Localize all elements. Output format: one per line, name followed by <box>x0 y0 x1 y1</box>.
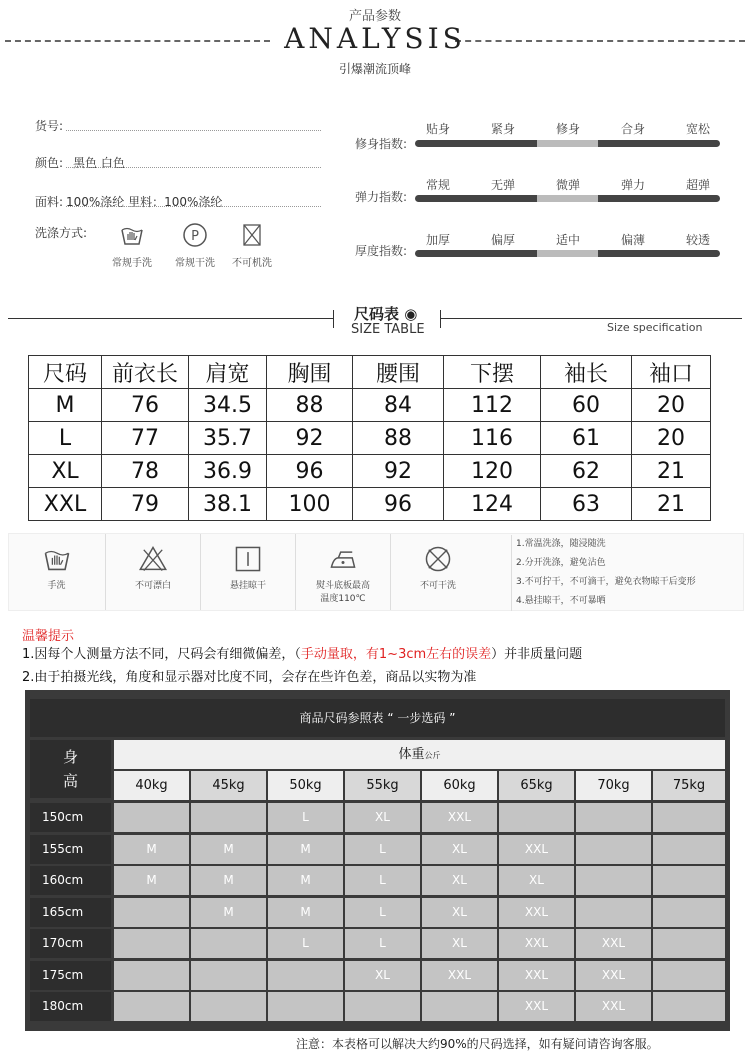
tips-line-1-red: 手动量取，有1~3cm左右的误差 <box>300 647 492 662</box>
elastic-option: 超弹 <box>685 178 710 192</box>
recommend-cell: L <box>345 866 420 895</box>
recommend-cell: XL <box>345 961 420 990</box>
recommend-cell: M <box>268 866 343 895</box>
no-bleach-icon <box>138 544 168 574</box>
recommend-cell <box>499 803 574 832</box>
size-header-cell: 腰围 <box>353 356 444 389</box>
height-row-label: 170cm <box>30 929 111 958</box>
recommend-cell: XXL <box>499 961 574 990</box>
care-strip <box>8 533 744 611</box>
care-strip-no-bleach <box>105 534 200 610</box>
size-cell: 78 <box>102 455 189 488</box>
height-row-label: 155cm <box>30 835 111 864</box>
size-table-row <box>29 455 711 488</box>
header-title-en: ANALYSIS <box>284 22 466 55</box>
color-line <box>66 167 321 168</box>
weight-header-cell: 40kg <box>114 771 189 800</box>
recommend-cell <box>653 898 725 927</box>
thickness-index-bar <box>415 250 720 257</box>
size-table-title-text: 尺码表 <box>354 305 400 323</box>
recommend-cell: L <box>345 835 420 864</box>
size-table <box>28 355 711 521</box>
recommend-cell: XL <box>422 866 497 895</box>
size-cell: 35.7 <box>189 422 267 455</box>
recommend-footnote: 注意：本表格可以解决大约90%的尺码选择，如有疑问请咨询客服。 <box>296 1037 659 1051</box>
svg-text:P: P <box>191 229 199 244</box>
size-cell: 79 <box>102 488 189 521</box>
height-row-label: 175cm <box>30 961 111 990</box>
hand-wash-icon <box>42 544 72 574</box>
recommend-cell: XL <box>499 866 574 895</box>
weight-header-label: 体重 <box>398 747 425 762</box>
recommend-cell <box>114 992 189 1021</box>
fit-option: 宽松 <box>685 122 710 136</box>
iron-icon <box>328 544 358 574</box>
size-cell: 60 <box>541 389 632 422</box>
dry-clean-icon <box>182 222 208 248</box>
recommend-cell: M <box>114 866 189 895</box>
size-cell: 96 <box>353 488 444 521</box>
size-cell: L <box>29 422 102 455</box>
fabric-line <box>66 206 321 207</box>
elastic-index-title: 弹力指数: <box>355 190 408 204</box>
recommend-cell <box>268 961 343 990</box>
recommend-cell <box>114 929 189 958</box>
size-cell: 88 <box>267 389 353 422</box>
elastic-option-selected: 微弹 <box>555 178 580 192</box>
recommend-cell: L <box>345 898 420 927</box>
recommend-cell: XXL <box>422 961 497 990</box>
recommend-cell: L <box>268 803 343 832</box>
tips-line-2: 2.由于拍摄光线，角度和显示器对比度不同，会存在些许色差，商品以实物为准 <box>22 670 477 685</box>
recommend-cell: XL <box>422 898 497 927</box>
recommend-cell <box>653 866 725 895</box>
size-cell: 21 <box>632 455 711 488</box>
size-divider-left <box>8 318 333 319</box>
size-table-row <box>29 389 711 422</box>
recommend-cell: M <box>191 835 266 864</box>
fit-option-selected: 修身 <box>555 122 580 136</box>
recommend-cell <box>114 961 189 990</box>
fit-index-bar <box>415 140 720 147</box>
care-strip-hand-wash <box>9 534 104 610</box>
header-subtitle: 引爆潮流顶峰 <box>338 62 411 76</box>
tips-line-1 <box>22 643 582 662</box>
care-dry-clean-label: 常规干洗 <box>175 258 215 269</box>
item-no-line <box>66 130 321 131</box>
bullet-icon: ◉ <box>399 305 418 323</box>
recommend-cell: XXL <box>499 835 574 864</box>
care-dry-clean <box>165 222 225 269</box>
recommend-cell: XL <box>422 835 497 864</box>
recommend-cell: M <box>191 866 266 895</box>
header-title-cn: 产品参数 <box>348 9 401 24</box>
size-header-cell: 尺码 <box>29 356 102 389</box>
recommend-cell <box>653 961 725 990</box>
tips-line-1-a: 1.因每个人测量方法不同，尺码会有细微偏差，（ <box>22 647 301 662</box>
recommend-cell: XL <box>345 803 420 832</box>
recommend-cell <box>345 992 420 1021</box>
weight-header-cell: 55kg <box>345 771 420 800</box>
weight-header-unit: 公斤 <box>424 751 441 760</box>
recommend-cell <box>114 898 189 927</box>
height-row-label: 165cm <box>30 898 111 927</box>
color-label: 颜色: <box>35 156 64 170</box>
size-divider-tick-right <box>440 310 441 328</box>
size-table-row <box>29 422 711 455</box>
size-cell: 100 <box>267 488 353 521</box>
size-cell: 20 <box>632 389 711 422</box>
recommend-cell <box>576 866 651 895</box>
recommend-cell: XXL <box>576 961 651 990</box>
height-row-label: 150cm <box>30 803 111 832</box>
recommend-cell: M <box>191 898 266 927</box>
tips-title: 温馨提示 <box>22 629 75 644</box>
size-spec-label: Size specification <box>607 321 703 334</box>
care-no-machine-wash-label: 不可机洗 <box>232 258 272 269</box>
fit-option: 紧身 <box>490 122 515 136</box>
thickness-option-selected: 适中 <box>555 233 580 247</box>
size-cell: 36.9 <box>189 455 267 488</box>
size-header-cell: 胸围 <box>267 356 353 389</box>
size-cell: 38.1 <box>189 488 267 521</box>
size-cell: 76 <box>102 389 189 422</box>
recommend-cell <box>191 961 266 990</box>
care-strip-hang-dry <box>200 534 295 610</box>
recommend-cell <box>653 992 725 1021</box>
weight-header <box>114 740 725 769</box>
recommend-cell: XXL <box>499 992 574 1021</box>
care-hand-wash-label: 常规手洗 <box>112 258 152 269</box>
size-cell: 61 <box>541 422 632 455</box>
weight-header-cell: 70kg <box>576 771 651 800</box>
size-cell: 62 <box>541 455 632 488</box>
size-cell: 34.5 <box>189 389 267 422</box>
recommend-cell: L <box>268 929 343 958</box>
elastic-index-options <box>408 176 728 193</box>
color-value: 黑色 白色 <box>73 156 125 170</box>
size-cell: 21 <box>632 488 711 521</box>
recommend-cell: M <box>114 835 189 864</box>
size-table-title <box>354 303 417 324</box>
recommend-cell <box>191 803 266 832</box>
size-cell: 88 <box>353 422 444 455</box>
elastic-option: 无弹 <box>490 178 515 192</box>
size-cell: 92 <box>267 422 353 455</box>
elastic-option: 弹力 <box>620 178 645 192</box>
weight-header-cell: 45kg <box>191 771 266 800</box>
recommend-cell: XXL <box>576 929 651 958</box>
recommend-cell <box>653 803 725 832</box>
care-strip-label: 不可漂白 <box>134 581 171 591</box>
no-machine-wash-icon <box>239 222 265 248</box>
size-cell: XXL <box>29 488 102 521</box>
recommend-cell <box>268 992 343 1021</box>
thickness-option: 偏薄 <box>620 233 645 247</box>
thickness-option: 加厚 <box>425 233 450 247</box>
recommend-cell <box>422 992 497 1021</box>
recommend-cell: XXL <box>422 803 497 832</box>
fit-index-title: 修身指数: <box>355 137 408 151</box>
care-notes <box>511 535 696 611</box>
size-cell: 63 <box>541 488 632 521</box>
care-strip-label: 悬挂晾干 <box>229 581 266 591</box>
size-cell: M <box>29 389 102 422</box>
recommend-cell: XXL <box>499 929 574 958</box>
recommend-cell: M <box>268 898 343 927</box>
size-table-title-en: SIZE TABLE <box>351 322 425 337</box>
size-cell: 92 <box>353 455 444 488</box>
recommend-cell: XXL <box>576 992 651 1021</box>
recommend-cell <box>653 835 725 864</box>
elastic-index-bar <box>415 195 720 202</box>
wash-label: 洗涤方式: <box>35 226 88 240</box>
care-note: 4.悬挂晾干，不可暴晒 <box>516 596 606 606</box>
size-cell: 120 <box>444 455 541 488</box>
size-divider-tick-left <box>333 310 334 328</box>
fit-option: 合身 <box>620 122 645 136</box>
recommend-cell <box>191 992 266 1021</box>
care-note: 3.不可拧干，不可滴干，避免衣物晾干后变形 <box>516 577 696 587</box>
recommend-cell <box>576 803 651 832</box>
hang-dry-icon <box>233 544 263 574</box>
size-cell: 77 <box>102 422 189 455</box>
fit-index-options <box>408 120 728 137</box>
elastic-option: 常规 <box>425 178 450 192</box>
fabric-value: 100%涤纶 里料：100%涤纶 <box>66 195 223 209</box>
height-row-label: 180cm <box>30 992 111 1021</box>
care-strip-iron <box>295 534 390 610</box>
recommend-title: 商品尺码参照表 “ 一步选码 ” <box>30 699 725 737</box>
care-strip-label-2: 温度110℃ <box>320 594 366 604</box>
size-cell: 20 <box>632 422 711 455</box>
size-cell: 124 <box>444 488 541 521</box>
recommend-cell: L <box>345 929 420 958</box>
thickness-index-options <box>408 231 728 248</box>
recommend-cell <box>114 803 189 832</box>
size-header-cell: 前衣长 <box>102 356 189 389</box>
height-header-1: 身 <box>62 748 78 766</box>
size-table-header-row <box>29 356 711 389</box>
size-header-cell: 袖长 <box>541 356 632 389</box>
size-cell: 84 <box>353 389 444 422</box>
weight-header-cell: 75kg <box>653 771 725 800</box>
size-cell: XL <box>29 455 102 488</box>
hand-wash-icon <box>119 222 145 248</box>
care-strip-label: 不可干洗 <box>419 581 456 591</box>
recommend-cell: XL <box>422 929 497 958</box>
thickness-index-title: 厚度指数: <box>355 244 408 258</box>
size-cell: 116 <box>444 422 541 455</box>
thickness-option: 偏厚 <box>490 233 515 247</box>
recommend-cell <box>576 835 651 864</box>
fabric-label: 面料: <box>35 195 64 209</box>
item-no-label: 货号: <box>35 119 64 133</box>
size-divider-right <box>440 318 742 319</box>
height-header-2: 高 <box>62 772 78 790</box>
weight-header-cell: 60kg <box>422 771 497 800</box>
tips-line-1-b: ）并非质量问题 <box>491 647 583 662</box>
recommend-cell: M <box>268 835 343 864</box>
care-strip-label: 手洗 <box>47 581 66 591</box>
size-header-cell: 下摆 <box>444 356 541 389</box>
care-note: 2.分开洗涤，避免沾色 <box>516 558 606 568</box>
care-note: 1.常温洗涤，随浸随洗 <box>516 539 606 549</box>
weight-header-cell: 65kg <box>499 771 574 800</box>
recommend-cell: XXL <box>499 898 574 927</box>
care-no-machine-wash <box>222 222 282 269</box>
recommend-cell <box>191 929 266 958</box>
no-dry-clean-icon <box>423 544 453 574</box>
care-hand-wash <box>102 222 162 269</box>
size-header-cell: 肩宽 <box>189 356 267 389</box>
size-cell: 96 <box>267 455 353 488</box>
care-strip-label: 熨斗底板最高 <box>315 581 370 591</box>
size-cell: 112 <box>444 389 541 422</box>
recommend-cell <box>576 898 651 927</box>
index-panel <box>355 120 725 260</box>
size-table-row <box>29 488 711 521</box>
height-header <box>30 740 111 798</box>
height-row-label: 160cm <box>30 866 111 895</box>
recommend-cell <box>653 929 725 958</box>
care-strip-no-dry-clean <box>390 534 485 610</box>
thickness-option: 较透 <box>685 233 710 247</box>
weight-header-cell: 50kg <box>268 771 343 800</box>
fit-option: 贴身 <box>425 122 450 136</box>
size-header-cell: 袖口 <box>632 356 711 389</box>
